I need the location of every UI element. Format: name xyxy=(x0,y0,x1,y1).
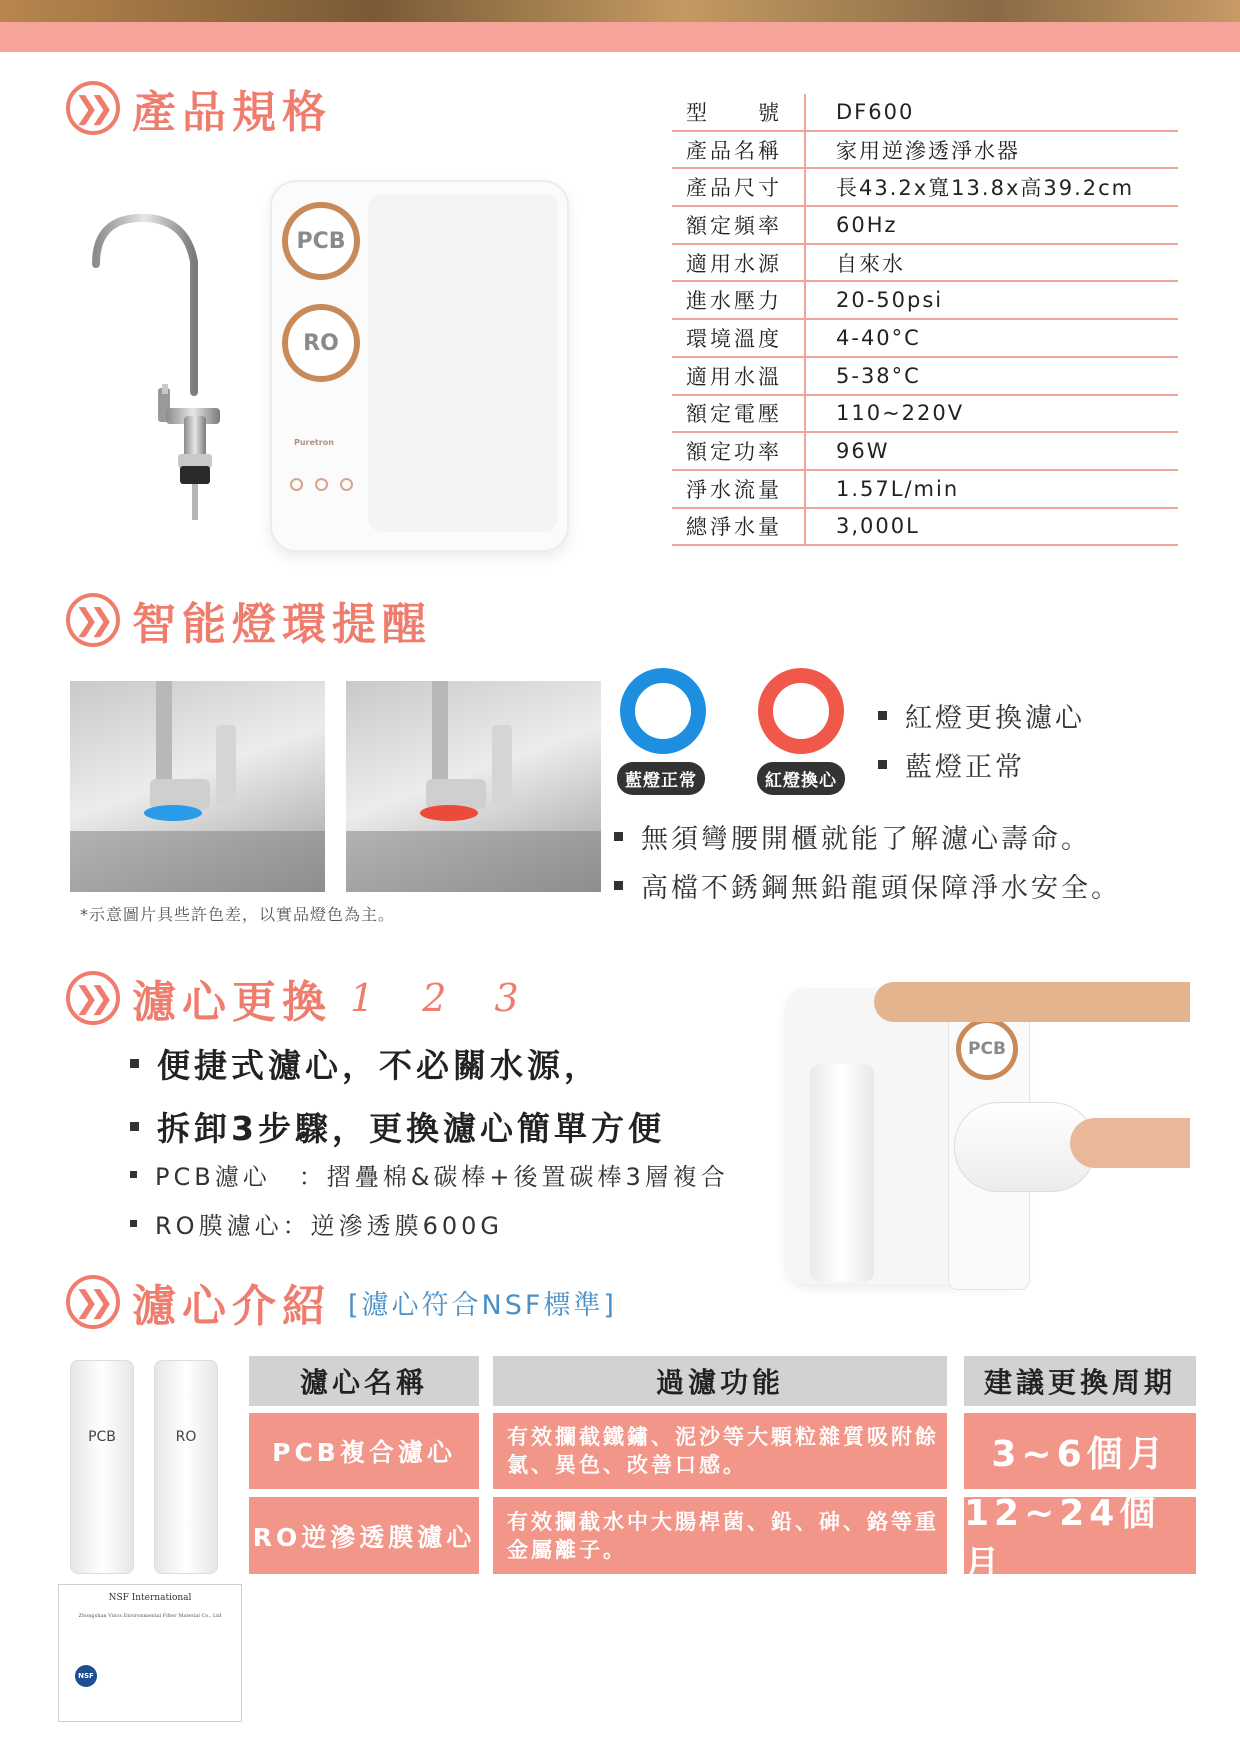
spec-row xyxy=(672,94,1178,132)
replace-small-bullets xyxy=(130,1157,729,1241)
spec-key: 產品名稱 xyxy=(672,132,806,168)
filter-cycle-cell: 3~6個月 xyxy=(964,1413,1196,1489)
replace-big-bullets xyxy=(130,1040,665,1150)
hand-side xyxy=(1070,1118,1190,1168)
top-gold-bar xyxy=(0,0,1240,22)
section-subtitle: [濾心符合NSF標準] xyxy=(348,1289,617,1321)
section-replace-title xyxy=(66,966,537,1030)
red-ring-icon xyxy=(758,668,844,754)
table-header: 過濾功能 xyxy=(493,1356,947,1406)
spec-value: DF600 xyxy=(836,99,915,124)
spec-key: 產品尺寸 xyxy=(672,169,806,205)
spec-value: 96W xyxy=(836,439,890,464)
light-legend xyxy=(878,696,1085,784)
replace-bullet: 拆卸3步驟，更換濾心簡單方便 xyxy=(130,1103,665,1150)
faucet-blue-ring-photo xyxy=(70,681,325,892)
spec-row xyxy=(672,207,1178,245)
filter-name-cell: PCB複合濾心 xyxy=(249,1413,479,1489)
filter-replacement-image xyxy=(786,982,1190,1294)
faucet-image xyxy=(88,212,228,524)
nsf-badge-icon: NSF xyxy=(75,1665,97,1687)
section-title-text: 智能燈環提醒 xyxy=(132,599,432,650)
chevron-icon: ❯❯ xyxy=(66,1275,120,1329)
filter-spec-bullet: PCB濾心 ：摺疊棉&碳棒+後置碳棒3層複合 xyxy=(130,1157,729,1192)
spec-key: 淨水流量 xyxy=(672,471,806,507)
section-title-text: 濾心更換 xyxy=(132,977,332,1028)
section-spec-title xyxy=(66,76,332,140)
spec-value: 3,000L xyxy=(836,514,920,539)
spec-table xyxy=(672,94,1178,546)
spec-value: 家用逆滲透淨水器 xyxy=(836,138,1020,163)
spec-value: 20-50psi xyxy=(836,288,944,313)
filter-func-cell: 有效攔截鐵鏽、泥沙等大顆粒雜質吸附餘氯、異色、改善口感。 xyxy=(493,1413,947,1489)
section-light-title xyxy=(66,588,432,652)
spec-row xyxy=(672,358,1178,396)
spec-row xyxy=(672,471,1178,509)
spec-row xyxy=(672,282,1178,320)
spec-key: 總淨水量 xyxy=(672,509,806,545)
filter-name-cell: RO逆滲透膜濾心 xyxy=(249,1497,479,1574)
spec-key: 適用水源 xyxy=(672,245,806,281)
spec-row xyxy=(672,132,1178,170)
section-intro-title xyxy=(66,1270,617,1334)
section-step-numbers: 1 2 3 xyxy=(350,976,537,1020)
red-tag: 紅燈換心 xyxy=(757,762,845,795)
top-pink-bar xyxy=(0,22,1240,52)
blue-tag: 藍燈正常 xyxy=(617,762,705,795)
table-header: 濾心名稱 xyxy=(249,1356,479,1406)
legend-item: 紅燈更換濾心 xyxy=(878,696,1085,735)
light-bullets xyxy=(614,817,1121,905)
filter-table xyxy=(249,1356,1196,1585)
ro-label: RO xyxy=(303,330,339,356)
pcb-filter-image: PCB xyxy=(70,1360,134,1574)
chevron-icon: ❯❯ xyxy=(66,593,120,647)
spec-value: 自來水 xyxy=(836,251,905,276)
spec-row xyxy=(672,509,1178,547)
light-bullet: 高檔不銹鋼無鉛龍頭保障淨水安全。 xyxy=(614,866,1121,905)
spec-value: 5-38°C xyxy=(836,363,921,388)
color-note: *示意圖片具些許色差，以實品燈色為主。 xyxy=(80,905,396,924)
spec-row xyxy=(672,396,1178,434)
spec-value: 4-40°C xyxy=(836,325,921,350)
hand-top xyxy=(874,982,1190,1022)
filter-spec-bullet: RO膜濾心：逆滲透膜600G xyxy=(130,1206,729,1241)
pcb-label: PCB xyxy=(296,228,346,254)
blue-ring-icon xyxy=(620,668,706,754)
section-title-text: 產品規格 xyxy=(132,87,332,138)
chevron-icon: ❯❯ xyxy=(66,81,120,135)
section-title-text: 濾心介紹 xyxy=(132,1281,332,1332)
brand-label: Puretron xyxy=(294,438,334,447)
nsf-certificate: NSF International Zhongshan Vnics Environmental Filter Material Co., Ltd NSF xyxy=(58,1584,242,1722)
spec-value: 110~220V xyxy=(836,401,965,426)
pcb-cartridge xyxy=(810,1064,874,1282)
spec-key: 型 號 xyxy=(672,94,806,130)
spec-value: 1.57L/min xyxy=(836,476,960,501)
product-unit-image xyxy=(270,180,569,552)
spec-key: 額定功率 xyxy=(672,433,806,469)
spec-row xyxy=(672,169,1178,207)
table-header: 建議更換周期 xyxy=(964,1356,1196,1406)
chevron-icon: ❯❯ xyxy=(66,971,120,1025)
spec-value: 60Hz xyxy=(836,212,898,237)
light-bullet: 無須彎腰開櫃就能了解濾心壽命。 xyxy=(614,817,1121,856)
legend-item: 藍燈正常 xyxy=(878,745,1085,784)
spec-key: 額定電壓 xyxy=(672,396,806,432)
replace-bullet: 便捷式濾心，不必關水源， xyxy=(130,1040,665,1087)
filter-func-cell: 有效攔截水中大腸桿菌、鉛、砷、鉻等重金屬離子。 xyxy=(493,1497,947,1574)
spec-key: 適用水溫 xyxy=(672,358,806,394)
spec-value: 長43.2x寬13.8x高39.2cm xyxy=(836,176,1135,201)
indicator-dots xyxy=(290,478,353,491)
pcb-cap: PCB xyxy=(956,1018,1018,1080)
faucet-red-ring-photo xyxy=(346,681,601,892)
spec-row xyxy=(672,320,1178,358)
spec-row xyxy=(672,433,1178,471)
spec-key: 額定頻率 xyxy=(672,207,806,243)
spec-key: 環境溫度 xyxy=(672,320,806,356)
filter-cycle-cell: 12~24個月 xyxy=(964,1497,1196,1574)
spec-key: 進水壓力 xyxy=(672,282,806,318)
ro-filter-image: RO xyxy=(154,1360,218,1574)
spec-row xyxy=(672,245,1178,283)
